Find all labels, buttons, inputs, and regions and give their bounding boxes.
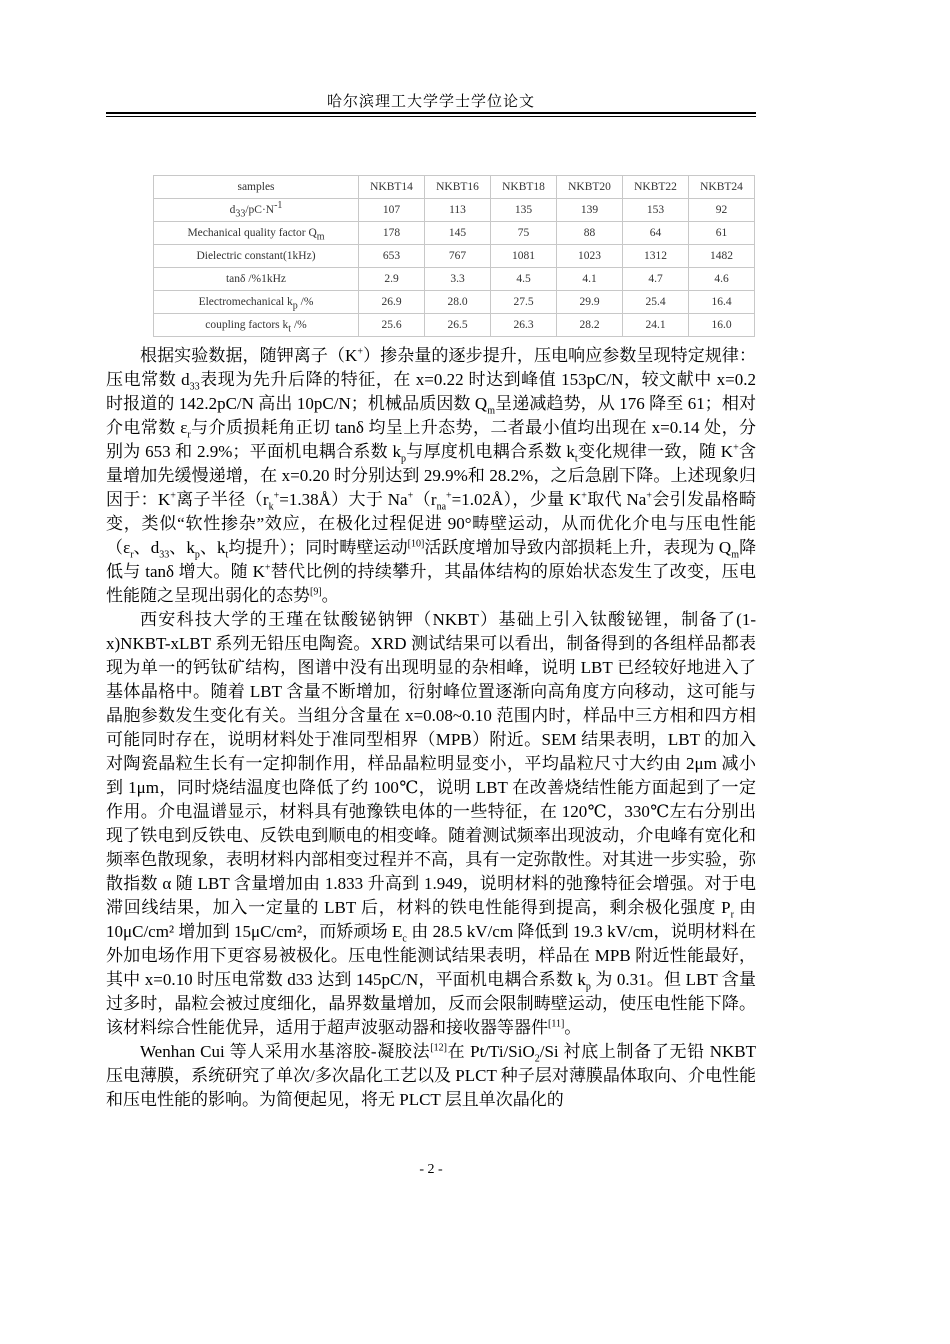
table-cell: 1312: [623, 245, 689, 268]
table-cell: 61: [689, 222, 755, 245]
table-cell: 4.7: [623, 268, 689, 291]
table-cell: 88: [557, 222, 623, 245]
table-cell: 3.3: [425, 268, 491, 291]
body-text: [106, 344, 756, 1112]
header-rule: [106, 112, 756, 114]
table-cell: 4.5: [491, 268, 557, 291]
table-row: [154, 268, 755, 291]
table-cell: 1482: [689, 245, 755, 268]
row-label: tanδ /%1kHz: [154, 268, 359, 291]
table-header-cell: NKBT24: [689, 176, 755, 199]
table-cell: 2.9: [359, 268, 425, 291]
table-row: [154, 291, 755, 314]
running-header: 哈尔滨理工大学学士学位论文: [326, 94, 535, 110]
table-cell: 26.5: [425, 314, 491, 337]
table-cell: 28.2: [557, 314, 623, 337]
table-cell: 767: [425, 245, 491, 268]
table-cell: 16.0: [689, 314, 755, 337]
table-header-cell: NKBT20: [557, 176, 623, 199]
table-cell: 113: [425, 199, 491, 222]
table-row: [154, 245, 755, 268]
table-header-cell: NKBT16: [425, 176, 491, 199]
table-header-cell: NKBT22: [623, 176, 689, 199]
table-row: [154, 314, 755, 337]
table-cell: 26.9: [359, 291, 425, 314]
header-rule-thin: [106, 116, 756, 117]
table-cell: 92: [689, 199, 755, 222]
row-label: coupling factors $k_t$ /%: [154, 314, 359, 337]
properties-table: [153, 175, 755, 337]
table-cell: 28.0: [425, 291, 491, 314]
row-label: Mechanical quality factor $Q_m$: [154, 222, 359, 245]
table-header-cell: NKBT18: [491, 176, 557, 199]
table-cell: 4.1: [557, 268, 623, 291]
table-cell: 1081: [491, 245, 557, 268]
page-number: - 2 -: [419, 1162, 443, 1177]
table-cell: 153: [623, 199, 689, 222]
paragraph-3: Wenhan Cui 等人采用水基溶胶-凝胶法[12]在 Pt/Ti/SiO$_2$/Si 衬底上制备了无铅 NKBT 压电薄膜，系统研究了单次/多次晶化工艺以及 PLCT 种子层对薄膜晶体取向、介电性能和压电性能的影响。为简便起见，将无 PLCT 层且单次晶化的: [106, 1042, 757, 1109]
table-cell: 145: [425, 222, 491, 245]
row-label: Dielectric constant(1kHz): [154, 245, 359, 268]
row-label: Electromechanical $k_p$ /%: [154, 291, 359, 314]
table-cell: 75: [491, 222, 557, 245]
table-cell: 25.6: [359, 314, 425, 337]
table-cell: 107: [359, 199, 425, 222]
table-header-cell: NKBT14: [359, 176, 425, 199]
table-header-cell: samples: [154, 176, 359, 199]
table-cell: 178: [359, 222, 425, 245]
table-row: [154, 222, 755, 245]
table-row: [154, 199, 755, 222]
table-cell: 26.3: [491, 314, 557, 337]
table-cell: 16.4: [689, 291, 755, 314]
table-cell: 64: [623, 222, 689, 245]
table-cell: 27.5: [491, 291, 557, 314]
row-label: $d_{33}/pC\cdot N^{-1}$: [154, 199, 359, 222]
table-cell: 135: [491, 199, 557, 222]
table-cell: 1023: [557, 245, 623, 268]
paragraph-1: 根据实验数据，随钾离子（K+）掺杂量的逐步提升，压电响应参数呈现特定规律：压电常数 $d_{33}$表现为先升后降的特征，在 x=0.22 时达到峰值 153pC/N，较文献中 x=0.2 时报道的 142.2pC/N 高出 10pC/N；机械品质因数 $Q_m$呈递减趋势，从 176 降至 61；相对介电常数 $\varepsilon_r$与介质损耗角正切 tanδ 均呈上升态势，二者最小值均出现在 x=0.14 处，分别为 653 和 2.9%；平面机电耦合系数 $k_p$与厚度机电耦合系数 $k_t$变化规律一致，随 K+含量增加先缓慢递增，在 x=0.20 时分别达到 29.9%和 28.2%，之后急剧下降。上述现象归因于：K+离子半径$(r_k^+=1.38Å)$大于 $Na^+(r_{na}^+=1.02Å)$，少量 K+取代 Na+会引发晶格畸变，类似“软性掺杂”效应，在极化过程促进 90°畴壁运动，从而优化介电与压电性能（$\varepsilon_r$、$d_{33}$、$k_p$、$k_t$均提升）；同时畴壁运动[10]活跃度增加导致内部损耗上升，表现为 $Q_m$降低与 tanδ 增大。随 K+替代比例的持续攀升，其晶体结构的原始状态发生了改变，压电性能随之呈现出弱化的态势[9]。: [106, 346, 757, 605]
paragraph-2: 西安科技大学的王瑾在钛酸铋钠钾（NKBT）基础上引入钛酸铋锂，制备了(1-x)NKBT-xLBT 系列无铅压电陶瓷。XRD 测试结果可以看出，制备得到的各组样品都表现为单一的钙钛矿结构，图谱中没有出现明显的杂相峰，说明 LBT 已经较好地进入了基体晶格中。随着 LBT 含量不断增加，衍射峰位置逐渐向高角度方向移动，这可能与晶胞参数发生变化有关。当组分含量在 x=0.08~0.10 范围内时，样品中三方相和四方相可能同时存在，说明材料处于准同型相界（MPB）附近。SEM 结果表明，LBT 的加入对陶瓷晶粒生长有一定抑制作用，样品晶粒明显变小，平均晶粒尺寸大约由 2μm 减小到 1μm，同时烧结温度也降低了约 100℃，说明 LBT 在改善烧结性能方面起到了一定作用。介电温谱显示，材料具有弛豫铁电体的一些特征，在 120℃，330℃左右分别出现了铁电到反铁电、反铁电到顺电的相变峰。随着测试频率出现波动，介电峰有宽化和频率色散现象，表明材料内部相变过程并不高，具有一定弥散性。对其进一步实验，弥散指数 α 随 LBT 含量增加由 1.833 升高到 1.949，说明材料的弛豫特征会增强。对于电滞回线结果，加入一定量的 LBT 后，材料的铁电性能得到提高，剩余极化强度 $P_r$ 由 10μC/cm² 增加到 15μC/cm²，而矫顽场 $E_c$ 由 28.5 kV/cm 降低到 19.3 kV/cm，说明材料在外加电场作用下更容易被极化。压电性能测试结果表明，样品在 MPB 附近性能最好，其中 x=0.10 时压电常数 d33 达到 145pC/N，平面机电耦合系数 $k_p$ 为 0.31。但 LBT 含量过多时，晶粒会被过度细化，晶界数量增加，反而会限制畴壁运动，使压电性能下降。该材料综合性能优异，适用于超声波驱动器和接收器等器件[11]。: [106, 610, 757, 1037]
table-header-row: [154, 176, 755, 199]
table-cell: 25.4: [623, 291, 689, 314]
table-cell: 24.1: [623, 314, 689, 337]
table-cell: 4.6: [689, 268, 755, 291]
table-cell: 29.9: [557, 291, 623, 314]
table-cell: 139: [557, 199, 623, 222]
table-cell: 653: [359, 245, 425, 268]
